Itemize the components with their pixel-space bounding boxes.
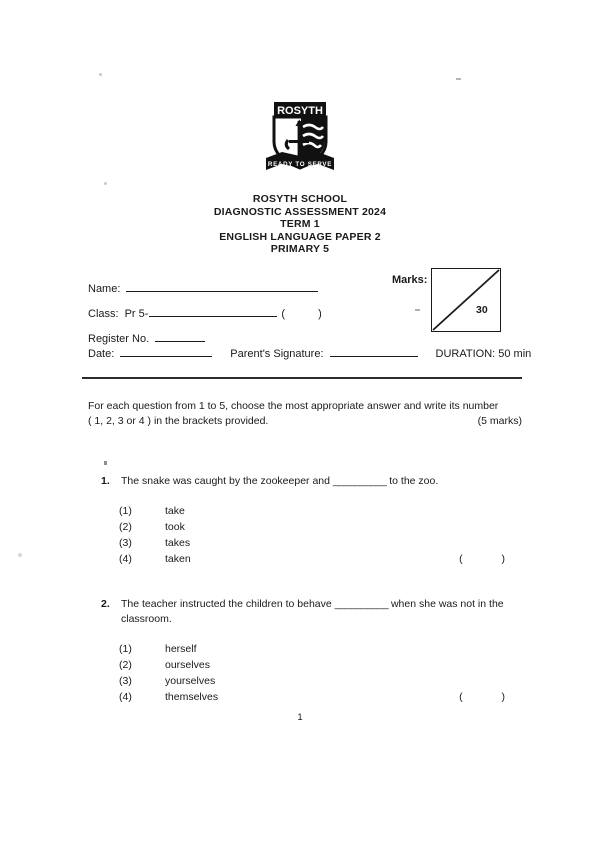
option-key: (2) (119, 659, 132, 671)
register-input-line[interactable] (155, 341, 205, 342)
option-label: takes (165, 537, 191, 549)
class-row (88, 295, 418, 320)
page-number: 1 (297, 712, 303, 723)
question-text-after: when she was not in the classroom. (121, 598, 504, 625)
name-input-line[interactable] (126, 291, 318, 292)
option-label: themselves (165, 691, 219, 703)
name-label: Name: (88, 283, 121, 295)
option-row[interactable] (101, 673, 522, 689)
option-row[interactable] (101, 535, 522, 551)
class-index-brackets[interactable]: ( ) (281, 308, 331, 320)
scan-speck (104, 461, 107, 465)
register-label: Register No. (88, 333, 150, 345)
student-particulars (88, 270, 418, 345)
heading-line-school: ROSYTH SCHOOL (252, 193, 348, 205)
date-label: Date: (88, 348, 115, 360)
option-key: (3) (119, 675, 132, 687)
class-input-line[interactable] (149, 316, 277, 317)
heading-line-assessment: DIAGNOSTIC ASSESSMENT 2024 (213, 205, 387, 218)
scan-speck (104, 182, 107, 185)
scan-speck (99, 73, 102, 76)
signature-input-line[interactable] (330, 356, 418, 357)
date-input-line[interactable] (120, 356, 212, 357)
option-label: take (165, 505, 185, 517)
marks-box[interactable] (431, 268, 501, 332)
question-blank: __________ (332, 475, 387, 487)
question-number: 1. (101, 475, 110, 487)
option-label: yourselves (165, 675, 216, 687)
option-key: (2) (119, 521, 132, 533)
option-label: ourselves (165, 659, 210, 671)
class-prefix: Pr 5- (124, 308, 149, 320)
instructions-marks-note: (5 marks) (477, 415, 522, 427)
class-label: Class: (88, 308, 119, 320)
option-row[interactable] (101, 641, 522, 657)
answer-brackets[interactable]: ( ) (459, 691, 516, 703)
question-text-before: The snake was caught by the zookeeper and (121, 475, 330, 487)
scan-speck (456, 78, 461, 80)
question-stem (101, 597, 522, 627)
option-key: (1) (119, 643, 132, 655)
marks-label: Marks: (392, 274, 428, 286)
question-number: 2. (101, 598, 110, 610)
question-2 (101, 597, 522, 705)
svg-text:ROSYTH: ROSYTH (277, 105, 323, 117)
exam-heading (0, 193, 600, 256)
instructions-line-2: ( 1, 2, 3 or 4 ) in the brackets provided. (88, 415, 269, 427)
option-row[interactable] (101, 689, 522, 705)
heading-line-level: PRIMARY 5 (270, 243, 330, 256)
option-key: (1) (119, 505, 132, 517)
duration-label: DURATION: 50 min (435, 348, 532, 360)
crest-container (0, 100, 600, 176)
marks-total-value: 30 (476, 304, 488, 316)
question-text (121, 474, 522, 489)
option-row[interactable] (101, 519, 522, 535)
option-key: (4) (119, 691, 132, 703)
question-text-before: The teacher instructed the children to behave (121, 598, 332, 610)
option-row[interactable] (101, 657, 522, 673)
question-text-after: to the zoo. (389, 475, 439, 487)
answer-brackets[interactable]: ( ) (459, 553, 516, 565)
option-label: taken (165, 553, 191, 565)
option-label: took (165, 521, 185, 533)
options-list (101, 503, 522, 567)
option-row[interactable] (101, 503, 522, 519)
options-list (101, 641, 522, 705)
option-label: herself (165, 643, 197, 655)
option-key: (4) (119, 553, 132, 565)
date-signature-row (88, 348, 531, 360)
option-key: (3) (119, 537, 132, 549)
scan-speck (18, 553, 22, 557)
heading-line-subject: ENGLISH LANGUAGE PAPER 2 (219, 230, 381, 243)
svg-text:READY TO SERVE: READY TO SERVE (267, 161, 333, 168)
question-blank: __________ (334, 598, 389, 610)
register-row (88, 320, 418, 345)
signature-label: Parent's Signature: (230, 348, 324, 360)
section-divider (82, 377, 522, 379)
instructions-block (88, 399, 522, 429)
instructions-line-1: For each question from 1 to 5, choose the most appropriate answer and write its number (88, 400, 499, 412)
name-row (88, 270, 418, 295)
option-row[interactable] (101, 551, 522, 567)
heading-line-term: TERM 1 (280, 218, 320, 231)
question-stem (101, 474, 522, 489)
question-1 (101, 474, 522, 567)
question-text (121, 597, 522, 627)
school-crest-icon (264, 100, 336, 176)
